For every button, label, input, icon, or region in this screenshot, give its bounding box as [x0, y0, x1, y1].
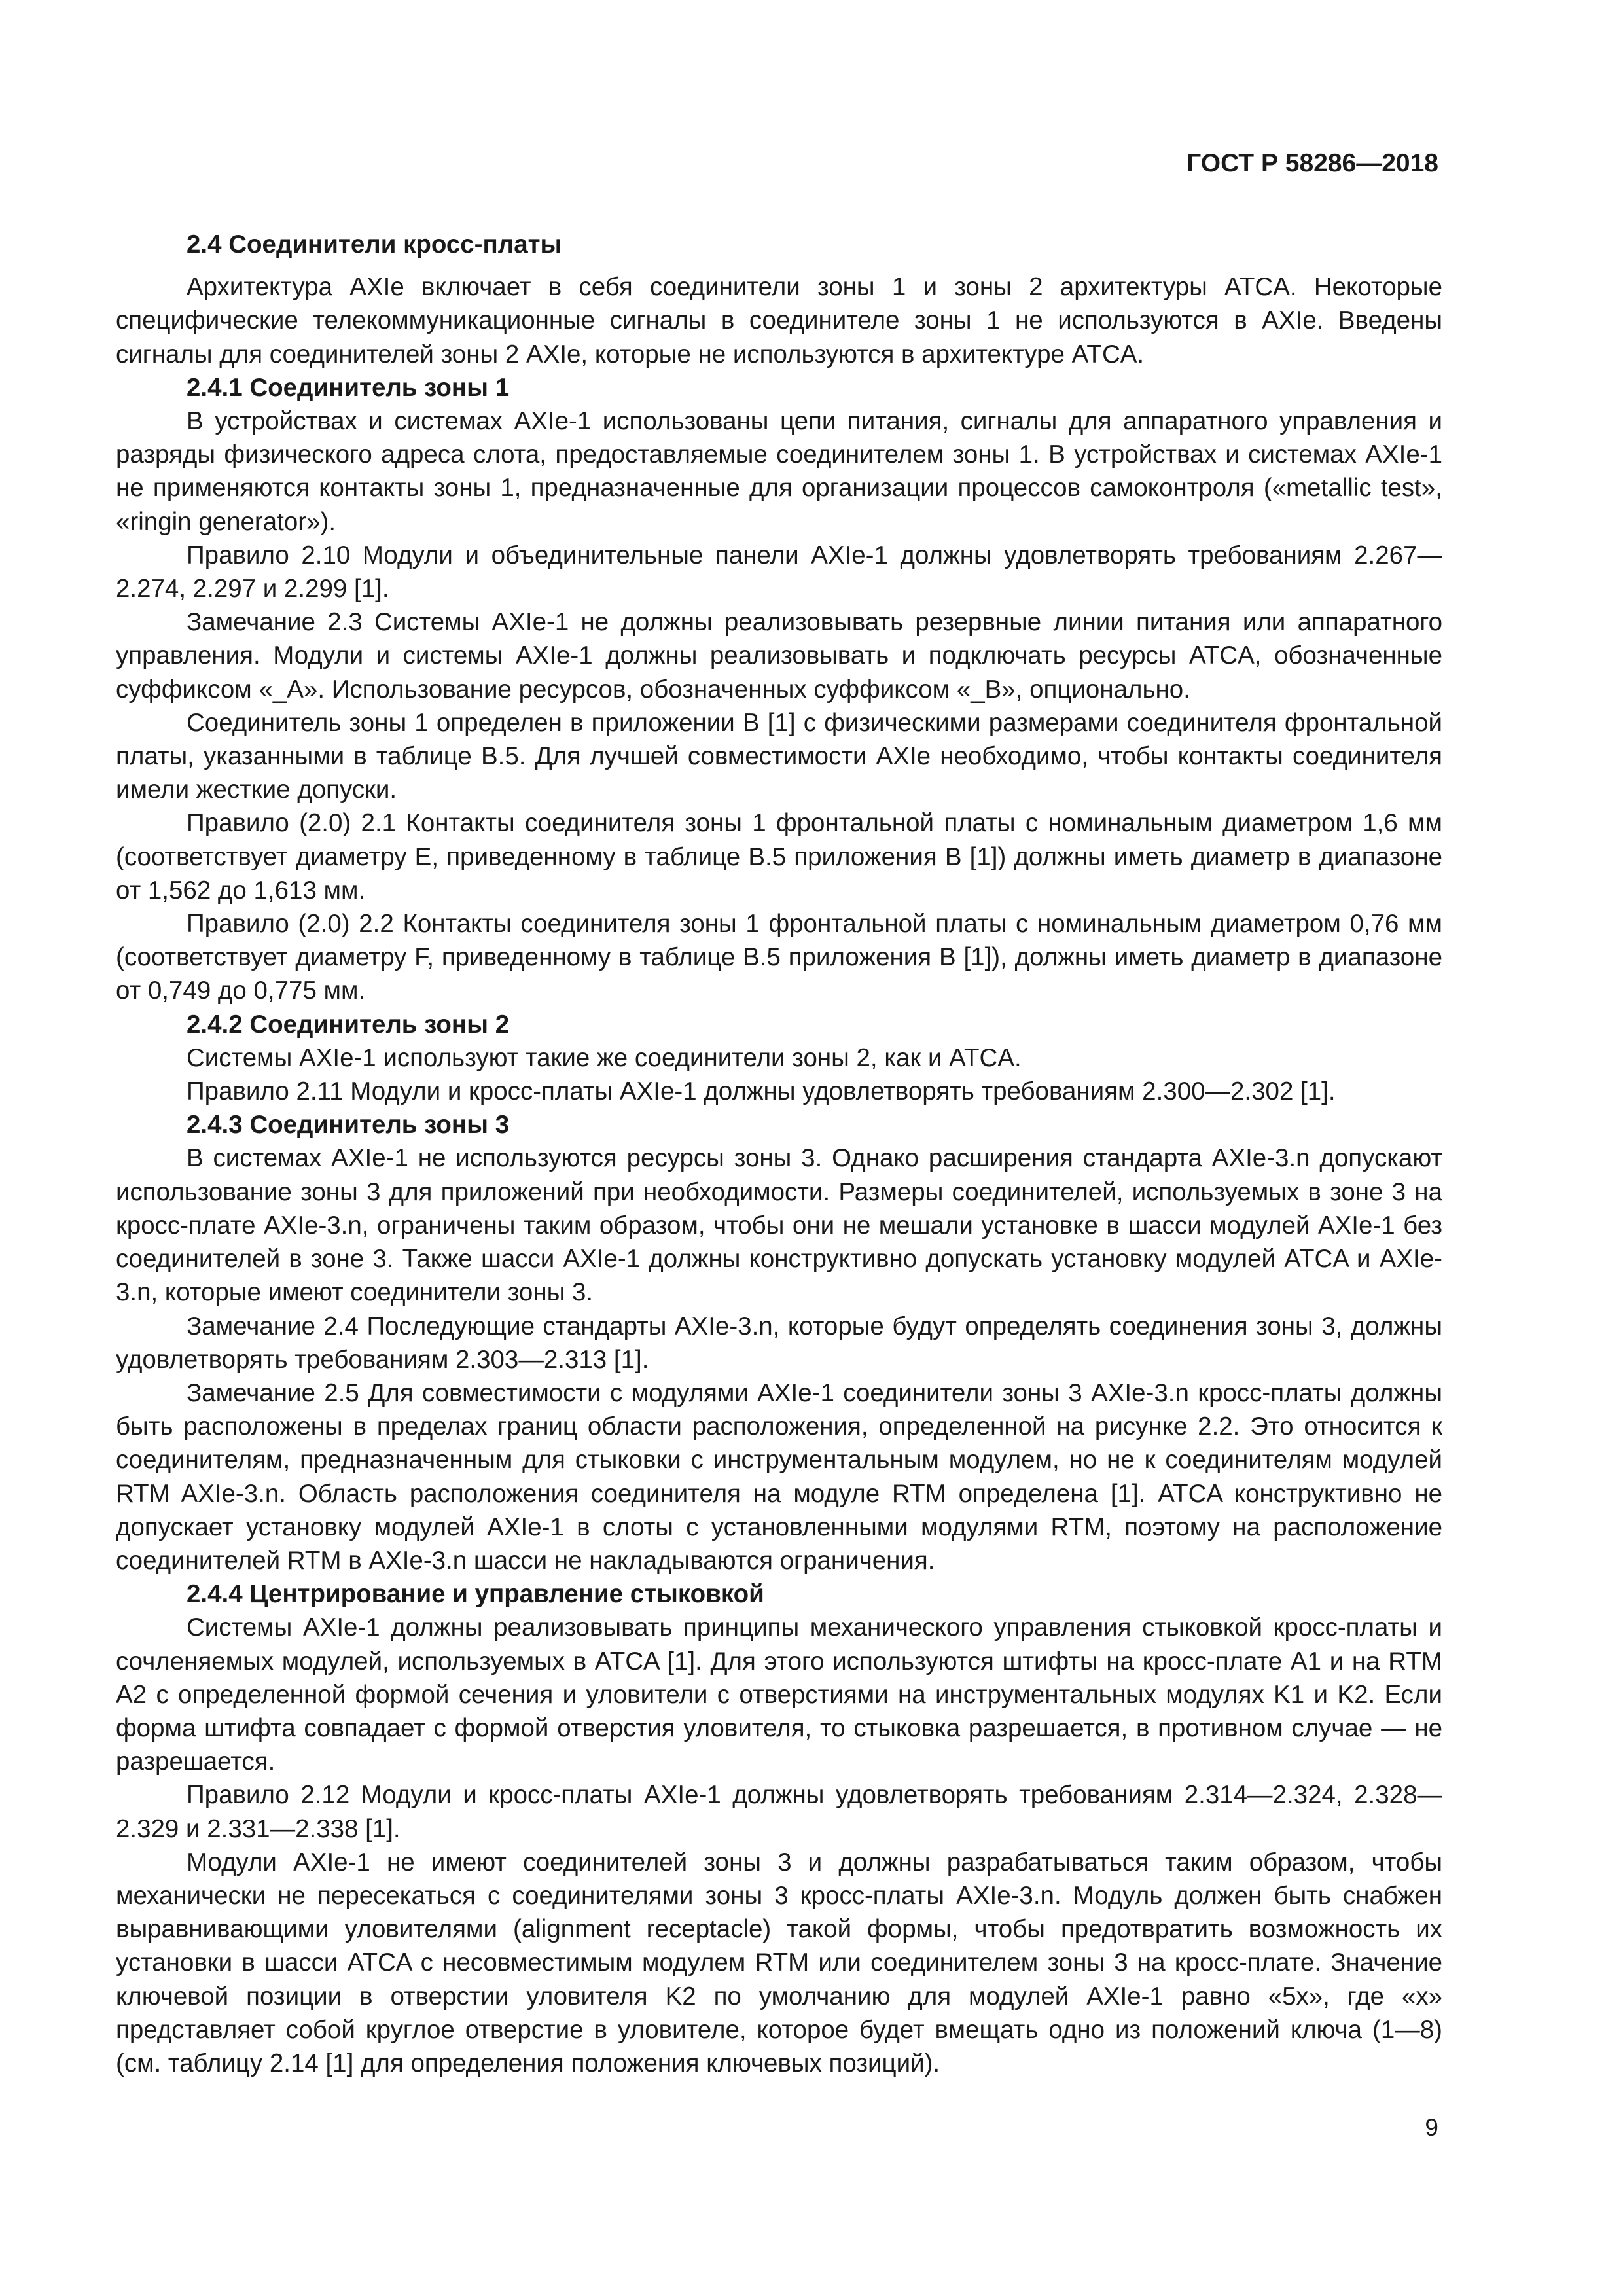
subsection-heading-zone-1: 2.4.1 Соединитель зоны 1 [187, 373, 510, 402]
paragraph: Системы AXIe-1 используют такие же соединители зоны 2, как и ATCA. [187, 1043, 1022, 1072]
section-intro-paragraph: Архитектура AXIe включает в себя соединители зоны 1 и зоны 2 архитектуры ATCA. Некоторые специфические телекоммуникационные сигналы в соединителе зоны 1 не используются в AXIe. Введены сигналы для соединителей зоны 2 AXIe, которые не используются в архитектуре ATCA. [116, 273, 1442, 368]
page-number: 9 [1425, 2114, 1438, 2141]
document-body [116, 228, 1442, 2080]
subsection-heading-alignment: 2.4.4 Центрирование и управление стыковкой [187, 1580, 764, 1609]
rule-paragraph: Правило 2.10 Модули и объединительные панели AXIe-1 должны удовлетворять требованиям 2.267—2.274, 2.297 и 2.299 [1]. [116, 541, 1442, 603]
note-paragraph: Замечание 2.3 Системы AXIe-1 не должны реализовывать резервные линии питания или аппаратного управления. Модули и системы AXIe-1 должны реализовывать и подключать ресурсы ATCA, обозначенные суффиксом «_A». Использование ресурсов, обозначенных суффиксом «_B», опционально. [116, 608, 1442, 704]
paragraph: Модули AXIe-1 не имеют соединителей зоны 3 и должны разрабатываться таким образом, чтобы механически не пересекаться с соединителями зоны 3 кросс-платы AXIe-3.n. Модуль должен быть снабжен выравнивающими уловителями (alignment receptacle) такой формы, чтобы предотвратить возможность их установки в шасси ATCA с несовместимым модулем RTM или соединителем зоны 3 на кросс-плате. Значение ключевой позиции в отверстии уловителя K2 по умолчанию для модулей AXIe-1 равно «5x», где «x» представляет собой круглое отверстие в уловителе, которое будет вмещать одно из положений ключа (1—8) (см. таблицу 2.14 [1] для определения положения ключевых позиций). [116, 1848, 1442, 2077]
rule-paragraph: Правило 2.11 Модули и кросс-платы AXIe-1 должны удовлетворять требованиям 2.300—2.302 [1]. [187, 1077, 1336, 1106]
paragraph: В устройствах и системах AXIe-1 использованы цепи питания, сигналы для аппаратного управления и разряды физического адреса слота, предоставляемые соединителем зоны 1. В устройствах и системах AXIe-1 не применяются контакты зоны 1, предназначенные для организации процессов самоконтроля («metallic test», «ringin generator»). [116, 407, 1442, 536]
paragraph: Соединитель зоны 1 определен в приложении В [1] с физическими размерами соединителя фронтальной платы, указанными в таблице В.5. Для лучшей совместимости AXIe необходимо, чтобы контакты соединителя имели жесткие допуски. [116, 708, 1442, 804]
paragraph: Системы AXIe-1 должны реализовывать принципы механического управления стыковкой кросс-платы и сочленяемых модулей, используемых в ATCA [1]. Для этого используются штифты на кросс-плате A1 и на RTM A2 с определенной формой сечения и уловители с отверстиями на инструментальных модулях K1 и K2. Если форма штифта совпадает с формой отверстия уловителя, то стыковка разрешается, в противном случае — не разрешается. [116, 1613, 1442, 1776]
standard-code-header: ГОСТ Р 58286—2018 [1186, 149, 1438, 177]
section-heading: 2.4 Соединители кросс-платы [187, 230, 562, 259]
rule-paragraph: Правило 2.12 Модули и кросс-платы AXIe-1 должны удовлетворять требованиям 2.314—2.324, 2.328—2.329 и 2.331—2.338 [1]. [116, 1781, 1442, 1843]
note-paragraph: Замечание 2.4 Последующие стандарты AXIe-3.n, которые будут определять соединения зоны 3, должны удовлетворять требованиям 2.303—2.313 [1]. [116, 1312, 1442, 1374]
subsection-heading-zone-3: 2.4.3 Соединитель зоны 3 [187, 1111, 510, 1139]
note-paragraph: Замечание 2.5 Для совместимости с модулями AXIe-1 соединители зоны 3 AXIe-3.n кросс-платы должны быть расположены в пределах границ области расположения, определенной на рисунке 2.2. Это относится к соединителям, предназначенным для стыковки с инструментальным модулем, но не к соединителям модулей RTM AXIe-3.n. Область расположения соединителя на модуле RTM определена [1]. ATCA конструктивно не допускает установку модулей AXIe-1 в слоты с установленными модулями RTM, поэтому на расположение соединителей RTM в AXIe-3.n шасси не накладываются ограничения. [116, 1378, 1442, 1575]
paragraph: В системах AXIe-1 не используются ресурсы зоны 3. Однако расширения стандарта AXIe-3.n допускают использование зоны 3 для приложений при необходимости. Размеры соединителей, используемых в зоне 3 на кросс-плате AXIe-3.n, ограничены таким образом, чтобы они не мешали установке в шасси модулей AXIe-1 без соединителей в зоне 3. Также шасси AXIe-1 должны конструктивно допускать установку модулей ATCA и AXIe-3.n, которые имеют соединители зоны 3. [116, 1144, 1442, 1307]
subsection-heading-zone-2: 2.4.2 Соединитель зоны 2 [187, 1010, 510, 1039]
rule-paragraph: Правило (2.0) 2.1 Контакты соединителя зоны 1 фронтальной платы с номинальным диаметром 1,6 мм (соответствует диаметру E, приведенному в таблице В.5 приложения В [1]) должны иметь диаметр в диапазоне от 1,562 до 1,613 мм. [116, 809, 1442, 905]
rule-paragraph: Правило (2.0) 2.2 Контакты соединителя зоны 1 фронтальной платы с номинальным диаметром 0,76 мм (соответствует диаметру F, приведенному в таблице В.5 приложения В [1]), должны иметь диаметр в диапазоне от 0,749 до 0,775 мм. [116, 910, 1442, 1005]
